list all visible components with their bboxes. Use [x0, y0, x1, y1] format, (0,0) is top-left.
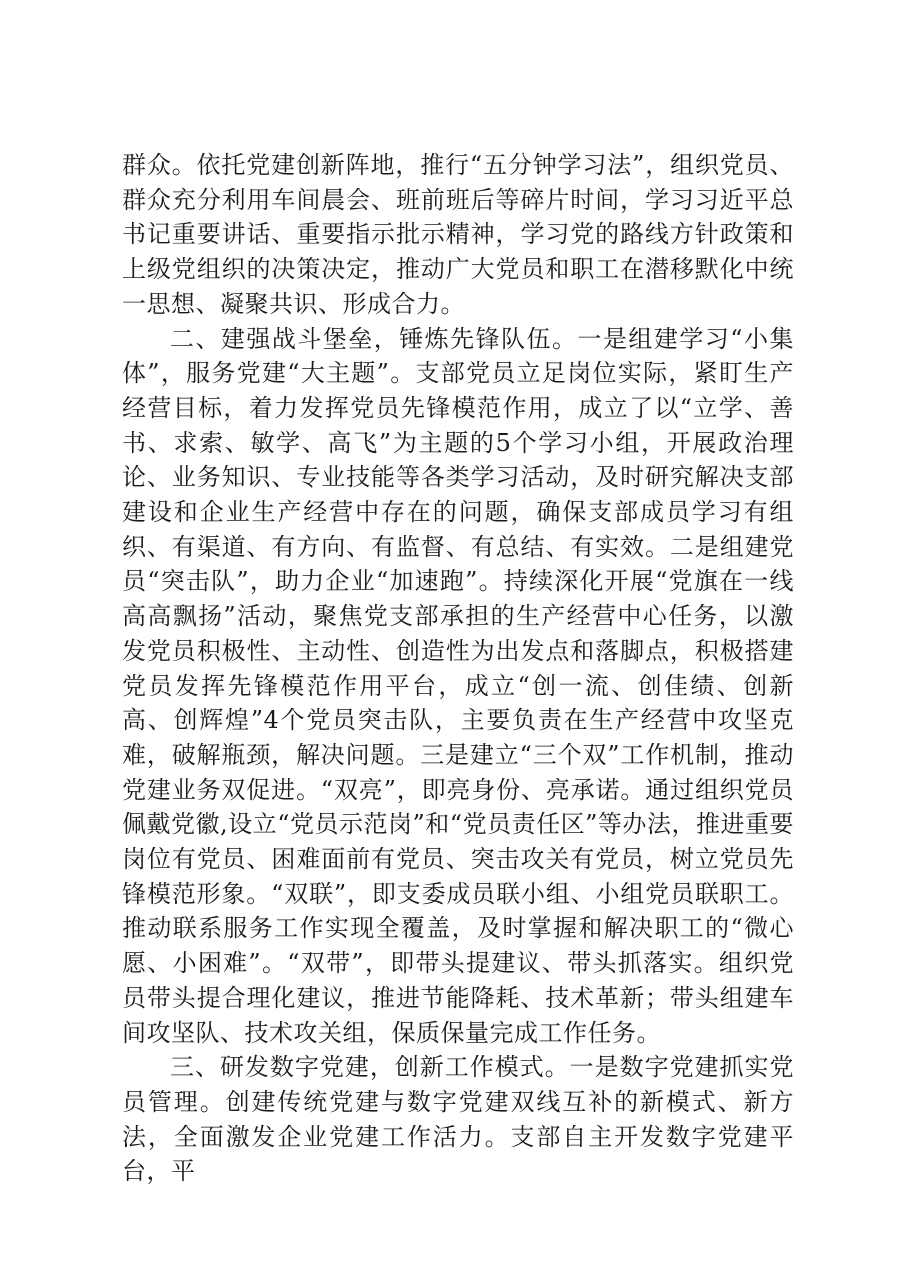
paragraph-2: 二、建强战斗堡垒，锤炼先锋队伍。一是组建学习“小集体”，服务党建“大主题”。支部党员立足岗位实际，紧盯生产经营目标，着力发挥党员先锋模范作用，成立了以“立学、善书、求索、敏学、高飞”为主题的5个学习小组，开展政治理论、业务知识、专业技能等各类学习活动，及时研究解决支部建设和企业生产经营中存在的问题，确保支部成员学习有组织、有渠道、有方向、有监督、有总结、有实效。二是组建党员“突击队”，助力企业“加速跑”。持续深化开展“党旗在一线高高飘扬”活动，聚焦党支部承担的生产经营中心任务，以激发党员积极性、主动性、创造性为出发点和落脚点，积极搭建党员发挥先锋模范作用平台，成立“创一流、创佳绩、创新高、创辉煌”4个党员突击队，主要负责在生产经营中攻坚克难，破解瓶颈，解决问题。三是建立“三个双”工作机制，推动党建业务双促进。“双亮”，即亮身份、亮承诺。通过组织党员佩戴党徽,设立“党员示范岗”和“党员责任区”等办法，推进重要岗位有党员、困难面前有党员、突击攻关有党员，树立党员先锋模范形象。“双联”，即支委成员联小组、小组党员联职工。推动联系服务工作实现全覆盖，及时掌握和解决职工的“微心愿、小困难”。“双带”，即带头提建议、带头抓落实。组织党员带头提合理化建议，推进节能降耗、技术革新；带头组建车间攻坚队、技术攻关组，保质保量完成工作任务。 [122, 324, 794, 1047]
document-body [122, 148, 794, 1189]
paragraph-1: 群众。依托党建创新阵地，推行“五分钟学习法”，组织党员、群众充分利用车间晨会、班前班后等碎片时间，学习习近平总书记重要讲话、重要指示批示精神，学习党的路线方针政策和上级党组织的决策决定，推动广大党员和职工在潜移默化中统一思想、凝聚共识、形成合力。 [122, 151, 794, 318]
paragraph-3: 三、研发数字党建，创新工作模式。一是数字党建抓实党员管理。创建传统党建与数字党建双线互补的新模式、新方法，全面激发企业党建工作活力。支部自主开发数字党建平台，平 [122, 1053, 794, 1186]
